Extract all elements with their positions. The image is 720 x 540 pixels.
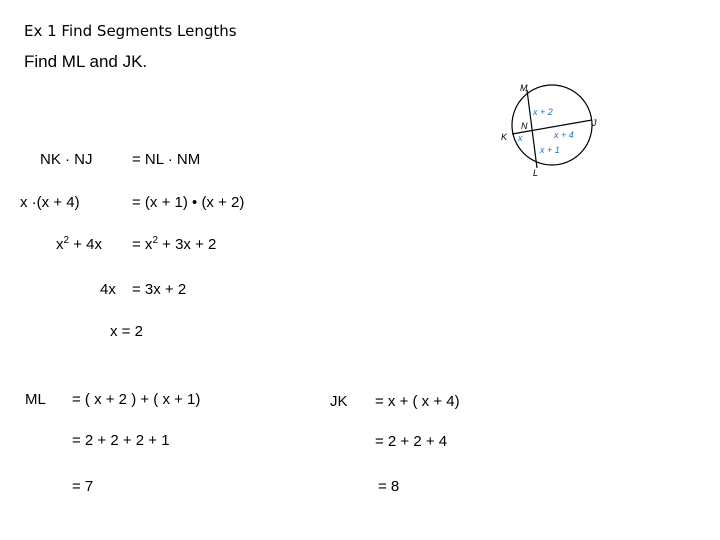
jk-line3: = 8 [378, 478, 400, 495]
expr-nl: x + 1 [540, 145, 560, 155]
label-j: J [592, 118, 597, 128]
step3-left-base: x [56, 236, 64, 253]
step1-left: NK · NJ [40, 151, 93, 168]
step3-right-base: = x [132, 236, 153, 253]
expr-nj: x + 4 [554, 130, 574, 140]
jk-label: JK [330, 393, 348, 410]
ml-line3: = 7 [72, 478, 94, 495]
step4-left: 4x [100, 281, 116, 298]
ml-label: ML [25, 391, 46, 408]
step3-right-exponent: 2 [152, 235, 158, 246]
label-k: K [501, 132, 508, 142]
step4-right: = 3x + 2 [132, 281, 187, 298]
circle-diagram [495, 80, 610, 180]
step5-result: x = 2 [110, 323, 143, 340]
label-l: L [533, 168, 539, 178]
chord-ml [527, 90, 537, 168]
ml-line2: = 2 + 2 + 2 + 1 [72, 432, 170, 449]
step3-right-rest: + 3x + 2 [158, 236, 217, 253]
page-title: Ex 1 Find Segments Lengths [24, 22, 237, 40]
jk-line2: = 2 + 2 + 4 [375, 433, 448, 450]
expr-nm: x + 2 [533, 107, 553, 117]
label-m: M [520, 83, 528, 93]
expr-nk: x [518, 133, 523, 143]
step2-left: x ·(x + 4) [20, 194, 80, 211]
jk-line1: = x + ( x + 4) [375, 393, 460, 410]
ml-line1: = ( x + 2 ) + ( x + 1) [72, 391, 201, 408]
page-subtitle: Find ML and JK. [24, 52, 148, 71]
step3-left [56, 236, 102, 253]
step3-left-rest: + 4x [69, 236, 102, 253]
step2-right: = (x + 1) • (x + 2) [132, 194, 245, 211]
step3-left-exponent: 2 [63, 235, 70, 246]
label-n: N [521, 121, 528, 131]
step1-right: = NL · NM [132, 151, 201, 168]
step3-right [132, 236, 216, 253]
